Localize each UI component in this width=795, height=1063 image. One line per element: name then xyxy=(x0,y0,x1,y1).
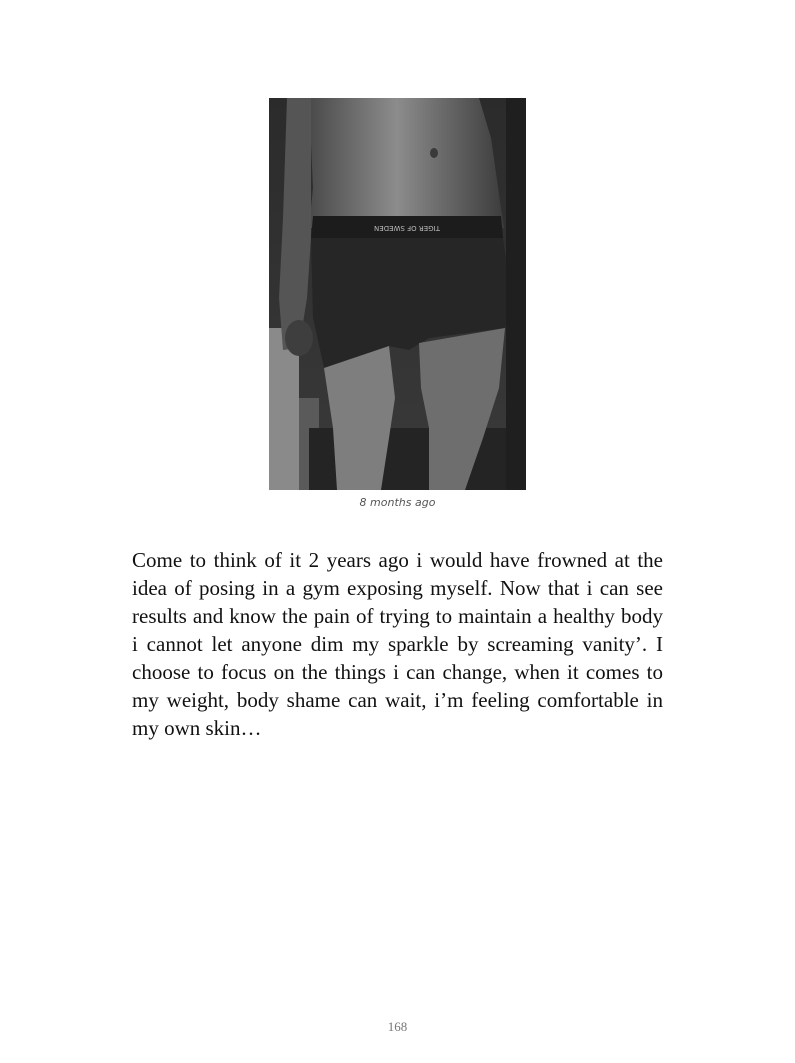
photo-caption: 8 months ago xyxy=(359,496,436,509)
torso-photo xyxy=(269,98,526,490)
body-paragraph: Come to think of it 2 years ago i would have frowned at the idea of posing in a gym exposing myself. Now that i can see results and know the pain of trying to maintain a healthy body i cannot let anyone dim my sparkle by screaming vanity’. I choose to focus on the things i can change, when it comes to my weight, body shame can wait, i’m feeling comfortable in my own skin… xyxy=(132,548,663,740)
page-number: 168 xyxy=(387,1019,408,1034)
waistband-text: TIGER OF SWEDEN xyxy=(374,224,440,232)
photo-illustration xyxy=(269,98,526,490)
